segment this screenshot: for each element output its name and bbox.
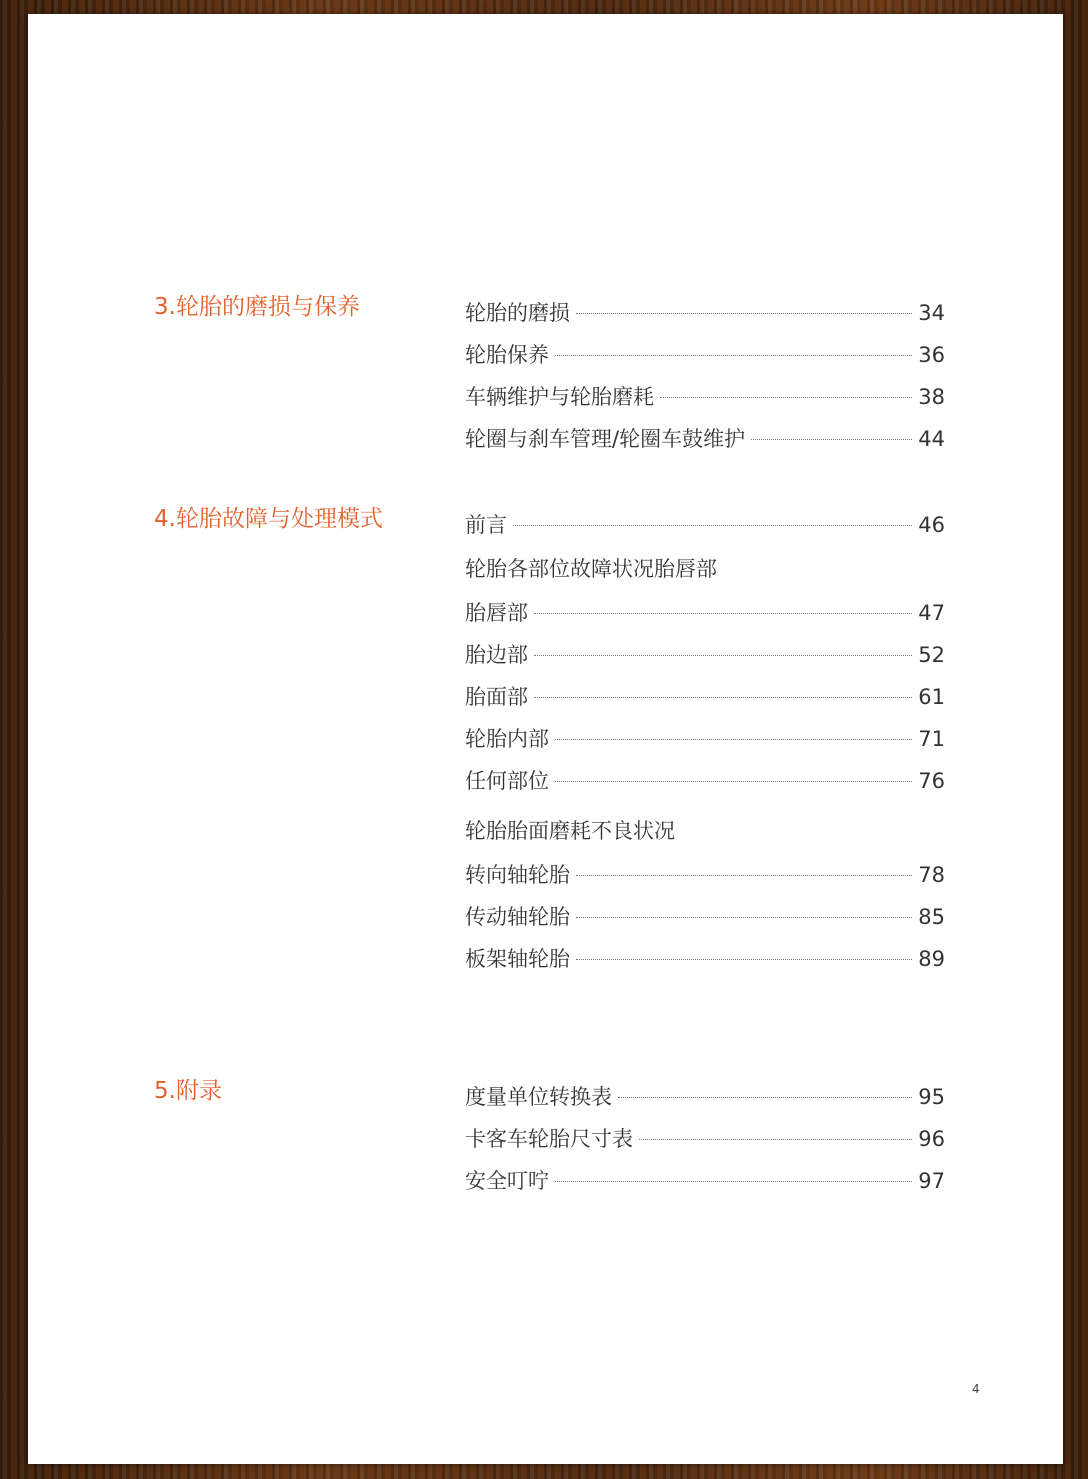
toc-entry-page: 71 bbox=[918, 727, 945, 751]
toc-entry[interactable] bbox=[465, 592, 945, 634]
toc-entry[interactable] bbox=[465, 634, 945, 676]
toc-entry-page: 85 bbox=[918, 905, 945, 929]
toc-entry-label: 前言 bbox=[465, 513, 507, 537]
dot-leader bbox=[618, 1097, 912, 1098]
toc-entry-label: 转向轴轮胎 bbox=[465, 863, 570, 887]
toc-entry-label: 任何部位 bbox=[465, 769, 549, 793]
dot-leader bbox=[555, 355, 912, 356]
dot-leader bbox=[576, 959, 912, 960]
toc-entries bbox=[465, 504, 945, 980]
toc-entry[interactable] bbox=[465, 334, 945, 376]
document-page bbox=[28, 14, 1063, 1464]
dot-leader bbox=[751, 439, 912, 440]
toc-entry[interactable] bbox=[465, 676, 945, 718]
section-title: 3.轮胎的磨损与保养 bbox=[154, 294, 360, 320]
toc-entries bbox=[465, 1076, 945, 1202]
toc-entry-page: 78 bbox=[918, 863, 945, 887]
toc-subheading: 轮胎各部位故障状况胎唇部 bbox=[465, 557, 717, 581]
dot-leader bbox=[555, 781, 912, 782]
toc-entry[interactable] bbox=[465, 292, 945, 334]
toc-entry-page: 89 bbox=[918, 947, 945, 971]
toc-entry[interactable] bbox=[465, 418, 945, 460]
section-title: 5.附录 bbox=[154, 1078, 222, 1104]
dot-leader bbox=[576, 875, 912, 876]
dot-leader bbox=[534, 655, 912, 656]
dot-leader bbox=[660, 397, 912, 398]
dot-leader bbox=[576, 917, 912, 918]
toc-entry-page: 46 bbox=[918, 513, 945, 537]
toc-entry[interactable] bbox=[465, 938, 945, 980]
toc-entry-label: 轮圈与刹车管理/轮圈车鼓维护 bbox=[465, 427, 746, 451]
toc-entry-page: 47 bbox=[918, 601, 945, 625]
dot-leader bbox=[534, 697, 912, 698]
toc-entry-page: 52 bbox=[918, 643, 945, 667]
dot-leader bbox=[555, 1181, 912, 1182]
dot-leader bbox=[555, 739, 912, 740]
toc-entry[interactable] bbox=[465, 896, 945, 938]
toc-entry-label: 胎边部 bbox=[465, 643, 528, 667]
toc-subheading: 轮胎胎面磨耗不良状况 bbox=[465, 819, 675, 843]
toc-entry-label: 板架轴轮胎 bbox=[465, 947, 570, 971]
toc-entry-page: 97 bbox=[918, 1169, 945, 1193]
toc-entry[interactable] bbox=[465, 376, 945, 418]
toc-entry[interactable] bbox=[465, 1160, 945, 1202]
toc-entry[interactable] bbox=[465, 718, 945, 760]
dot-leader bbox=[639, 1139, 912, 1140]
toc-entry-label: 传动轴轮胎 bbox=[465, 905, 570, 929]
toc-entry-page: 76 bbox=[918, 769, 945, 793]
toc-entry-page: 95 bbox=[918, 1085, 945, 1109]
toc-entry[interactable] bbox=[465, 1118, 945, 1160]
toc-entry[interactable] bbox=[465, 854, 945, 896]
toc-entry-label: 轮胎内部 bbox=[465, 727, 549, 751]
toc-entry-label: 胎面部 bbox=[465, 685, 528, 709]
toc-entry-label: 轮胎的磨损 bbox=[465, 301, 570, 325]
dot-leader bbox=[513, 525, 912, 526]
toc-entry-page: 44 bbox=[918, 427, 945, 451]
dot-leader bbox=[576, 313, 912, 314]
toc-entry-label: 度量单位转换表 bbox=[465, 1085, 612, 1109]
toc-entries bbox=[465, 292, 945, 460]
toc-entry-page: 38 bbox=[918, 385, 945, 409]
toc-entry[interactable] bbox=[465, 504, 945, 546]
toc-entry-label: 安全叮咛 bbox=[465, 1169, 549, 1193]
toc-entry-label: 车辆维护与轮胎磨耗 bbox=[465, 385, 654, 409]
toc-entry-page: 96 bbox=[918, 1127, 945, 1151]
toc-entry[interactable] bbox=[465, 1076, 945, 1118]
toc-entry-page: 34 bbox=[918, 301, 945, 325]
toc-entry-label: 轮胎保养 bbox=[465, 343, 549, 367]
toc-entry-page: 61 bbox=[918, 685, 945, 709]
toc-entry-page: 36 bbox=[918, 343, 945, 367]
toc-entry-label: 卡客车轮胎尺寸表 bbox=[465, 1127, 633, 1151]
toc-entry-label: 胎唇部 bbox=[465, 601, 528, 625]
toc-entry[interactable] bbox=[465, 760, 945, 802]
section-title: 4.轮胎故障与处理模式 bbox=[154, 506, 383, 532]
page-number: 4 bbox=[972, 1382, 980, 1396]
dot-leader bbox=[534, 613, 912, 614]
